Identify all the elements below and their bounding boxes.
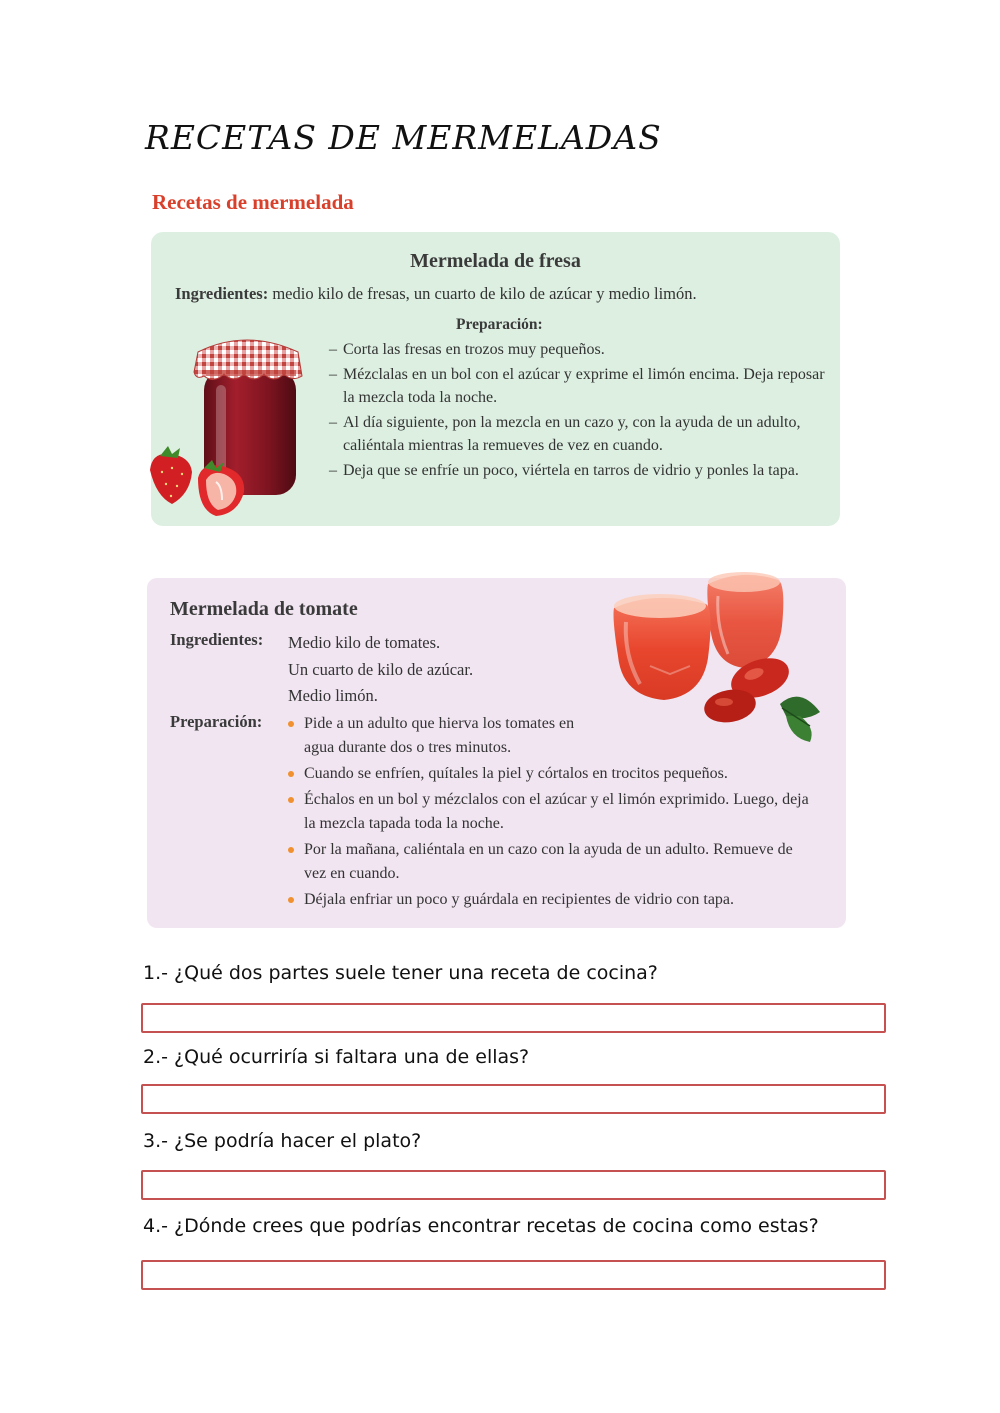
section-heading: Recetas de mermelada <box>152 190 354 214</box>
list-item: Un cuarto de kilo de azúcar. <box>288 659 474 679</box>
question-3: 3.- ¿Se podría hacer el plato? <box>143 1130 422 1152</box>
question-2: 2.- ¿Qué ocurriría si faltara una de ellas? <box>143 1046 530 1068</box>
preparation-steps <box>329 338 829 484</box>
answer-input-3[interactable] <box>141 1170 886 1200</box>
list-item: – Deja que se enfríe un poco, viértela en tarros de vidrio y ponles la tapa. <box>329 459 829 482</box>
preparation-label: Preparación: <box>170 712 263 731</box>
strawberry-jam-jar-illustration <box>146 330 306 520</box>
ingredients-list <box>288 630 473 710</box>
question-4: 4.- ¿Dónde crees que podrías encontrar recetas de cocina como estas? <box>143 1215 819 1237</box>
recipe-title: Mermelada de tomate <box>170 598 358 620</box>
page-title: RECETAS DE MERMELADAS <box>145 118 662 157</box>
list-item: Medio kilo de tomates. <box>288 633 441 652</box>
list-item: – Corta las fresas en trozos muy pequeños. <box>329 338 829 361</box>
list-item: Pide a un adulto que hierva los tomates en agua durante dos o tres minutos. <box>287 712 604 760</box>
ingredients-line <box>175 284 697 304</box>
list-item: Déjala enfriar un poco y guárdala en recipientes de vidrio con tapa. <box>287 888 827 912</box>
recipe-title: Mermelada de fresa <box>410 250 581 272</box>
answer-input-4[interactable] <box>141 1260 886 1290</box>
answer-input-2[interactable] <box>141 1084 886 1114</box>
list-item: Cuando se enfríen, quítales la piel y córtalos en trocitos pequeños. <box>287 762 827 786</box>
tomato-jam-glasses-illustration <box>610 566 828 748</box>
list-item: Échalos en un bol y mézclalos con el azúcar y el limón exprimido. Luego, deja la mezcla tapada toda la noche. <box>287 788 814 836</box>
ingredients-label: Ingredientes: <box>170 630 264 649</box>
question-1: 1.- ¿Qué dos partes suele tener una receta de cocina? <box>143 962 658 984</box>
ingredients-text: medio kilo de fresas, un cuarto de kilo de azúcar y medio limón. <box>272 284 697 303</box>
list-item: – Al día siguiente, pon la mezcla en un cazo y, con la ayuda de un adulto, caliéntala mientras la remueves de vez en cuando. <box>329 411 829 457</box>
list-item: Medio limón. <box>288 686 378 705</box>
preparation-heading: Preparación: <box>456 316 543 333</box>
list-item: Por la mañana, caliéntala en un cazo con la ayuda de un adulto. Remueve de vez en cuando. <box>287 838 804 886</box>
ingredients-label: Ingredientes: <box>175 284 269 303</box>
list-item: – Mézclalas en un bol con el azúcar y exprime el limón encima. Deja reposar la mezcla toda la noche. <box>329 363 829 409</box>
answer-input-1[interactable] <box>141 1003 886 1033</box>
